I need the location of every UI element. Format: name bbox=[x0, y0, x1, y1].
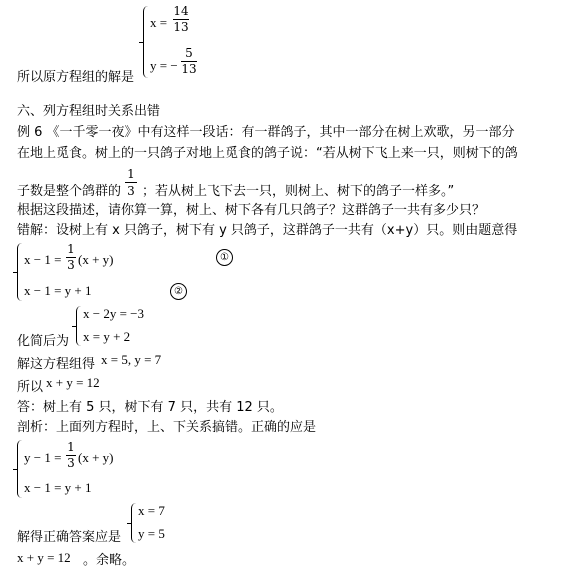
intro-brace bbox=[143, 6, 150, 78]
correct-system-brace bbox=[17, 440, 24, 498]
intro-y-fraction bbox=[181, 47, 197, 76]
solve-label: 解这方程组得 bbox=[17, 357, 96, 372]
simplified-brace bbox=[76, 306, 83, 346]
intro-y-numerator: 5 bbox=[185, 46, 193, 60]
intro-y-lhs: y = − bbox=[150, 58, 178, 73]
section-heading: 六、列方程组时关系出错 bbox=[17, 104, 161, 119]
wrong-eq1-fraction bbox=[66, 243, 76, 272]
example-fraction-numerator: 1 bbox=[127, 167, 135, 181]
example-line-1: 例 6 《一千零一夜》中有这样一段话：有一群鸽子，其中一部分在树上欢歌，另一部分 bbox=[17, 125, 515, 140]
wrong-answer: 答：树上有 5 只，树下有 7 只，共有 12 只。 bbox=[17, 400, 283, 415]
wrong-solution-label: 错解：设树上有 x 只鸽子，树下有 y 只鸽子，这群鸽子一共有（x+y）只。则由题意得 bbox=[17, 223, 518, 238]
wrong-eq1-rhs: (x + y) bbox=[78, 252, 114, 267]
wrong-eq2: x − 1 = y + 1 bbox=[24, 283, 92, 298]
intro-x-lhs: x = bbox=[150, 15, 168, 30]
equation-marker-1: ① bbox=[216, 249, 233, 266]
correct-eq1-numerator: 1 bbox=[67, 440, 75, 454]
equation-marker-2: ② bbox=[170, 283, 187, 300]
wrong-eq1-lhs: x − 1 = bbox=[24, 252, 62, 267]
result-x: x = 7 bbox=[138, 503, 165, 518]
simplify-label: 化简后为 bbox=[17, 334, 70, 349]
solve-value: x = 5, y = 7 bbox=[101, 352, 162, 367]
example-line-3b: ；若从树上飞下去一只，则树上、树下的鸽子一样多。” bbox=[142, 184, 455, 199]
analysis-label: 剖析：上面列方程时，上、下关系搞错。正确的应是 bbox=[17, 420, 317, 435]
wrong-eq1-denominator: 3 bbox=[67, 258, 75, 272]
so-value: x + y = 12 bbox=[46, 375, 100, 390]
correct-eq2: x − 1 = y + 1 bbox=[24, 480, 92, 495]
result-label: 解得正确答案应是 bbox=[17, 530, 122, 545]
intro-y-denominator: 13 bbox=[181, 62, 197, 76]
correct-eq1-denominator: 3 bbox=[67, 456, 75, 470]
question-line: 根据这段描述，请你算一算，树上、树下各有几只鸽子？这群鸽子一共有多少只？ bbox=[17, 203, 486, 218]
intro-label: 所以原方程组的解是 bbox=[17, 70, 135, 85]
correct-eq1-fraction bbox=[66, 441, 76, 470]
final-value: x + y = 12 bbox=[17, 550, 71, 565]
example-line-3a: 子数是整个鸽群的 bbox=[17, 184, 122, 199]
wrong-system-brace bbox=[17, 243, 24, 301]
example-fraction bbox=[125, 167, 137, 198]
intro-x-numerator: 14 bbox=[173, 4, 189, 18]
result-brace bbox=[131, 503, 138, 543]
simplified-eq1: x − 2y = −3 bbox=[83, 306, 144, 321]
result-y: y = 5 bbox=[138, 526, 165, 541]
correct-eq1-lhs: y − 1 = bbox=[24, 450, 62, 465]
so-label: 所以 bbox=[17, 380, 44, 395]
fraction-bar bbox=[125, 182, 137, 183]
intro-x-denominator: 13 bbox=[173, 20, 189, 34]
correct-eq1-rhs: (x + y) bbox=[78, 450, 114, 465]
final-tail: 。余略。 bbox=[83, 553, 136, 568]
wrong-eq1-numerator: 1 bbox=[67, 242, 75, 256]
example-line-2: 在地上觅食。树上的一只鸽子对地上觅食的鸽子说：“若从树下飞上来一只，则树下的鸽 bbox=[17, 146, 518, 161]
example-fraction-denominator: 3 bbox=[127, 184, 135, 198]
intro-x-fraction bbox=[173, 5, 189, 34]
simplified-eq2: x = y + 2 bbox=[83, 329, 131, 344]
